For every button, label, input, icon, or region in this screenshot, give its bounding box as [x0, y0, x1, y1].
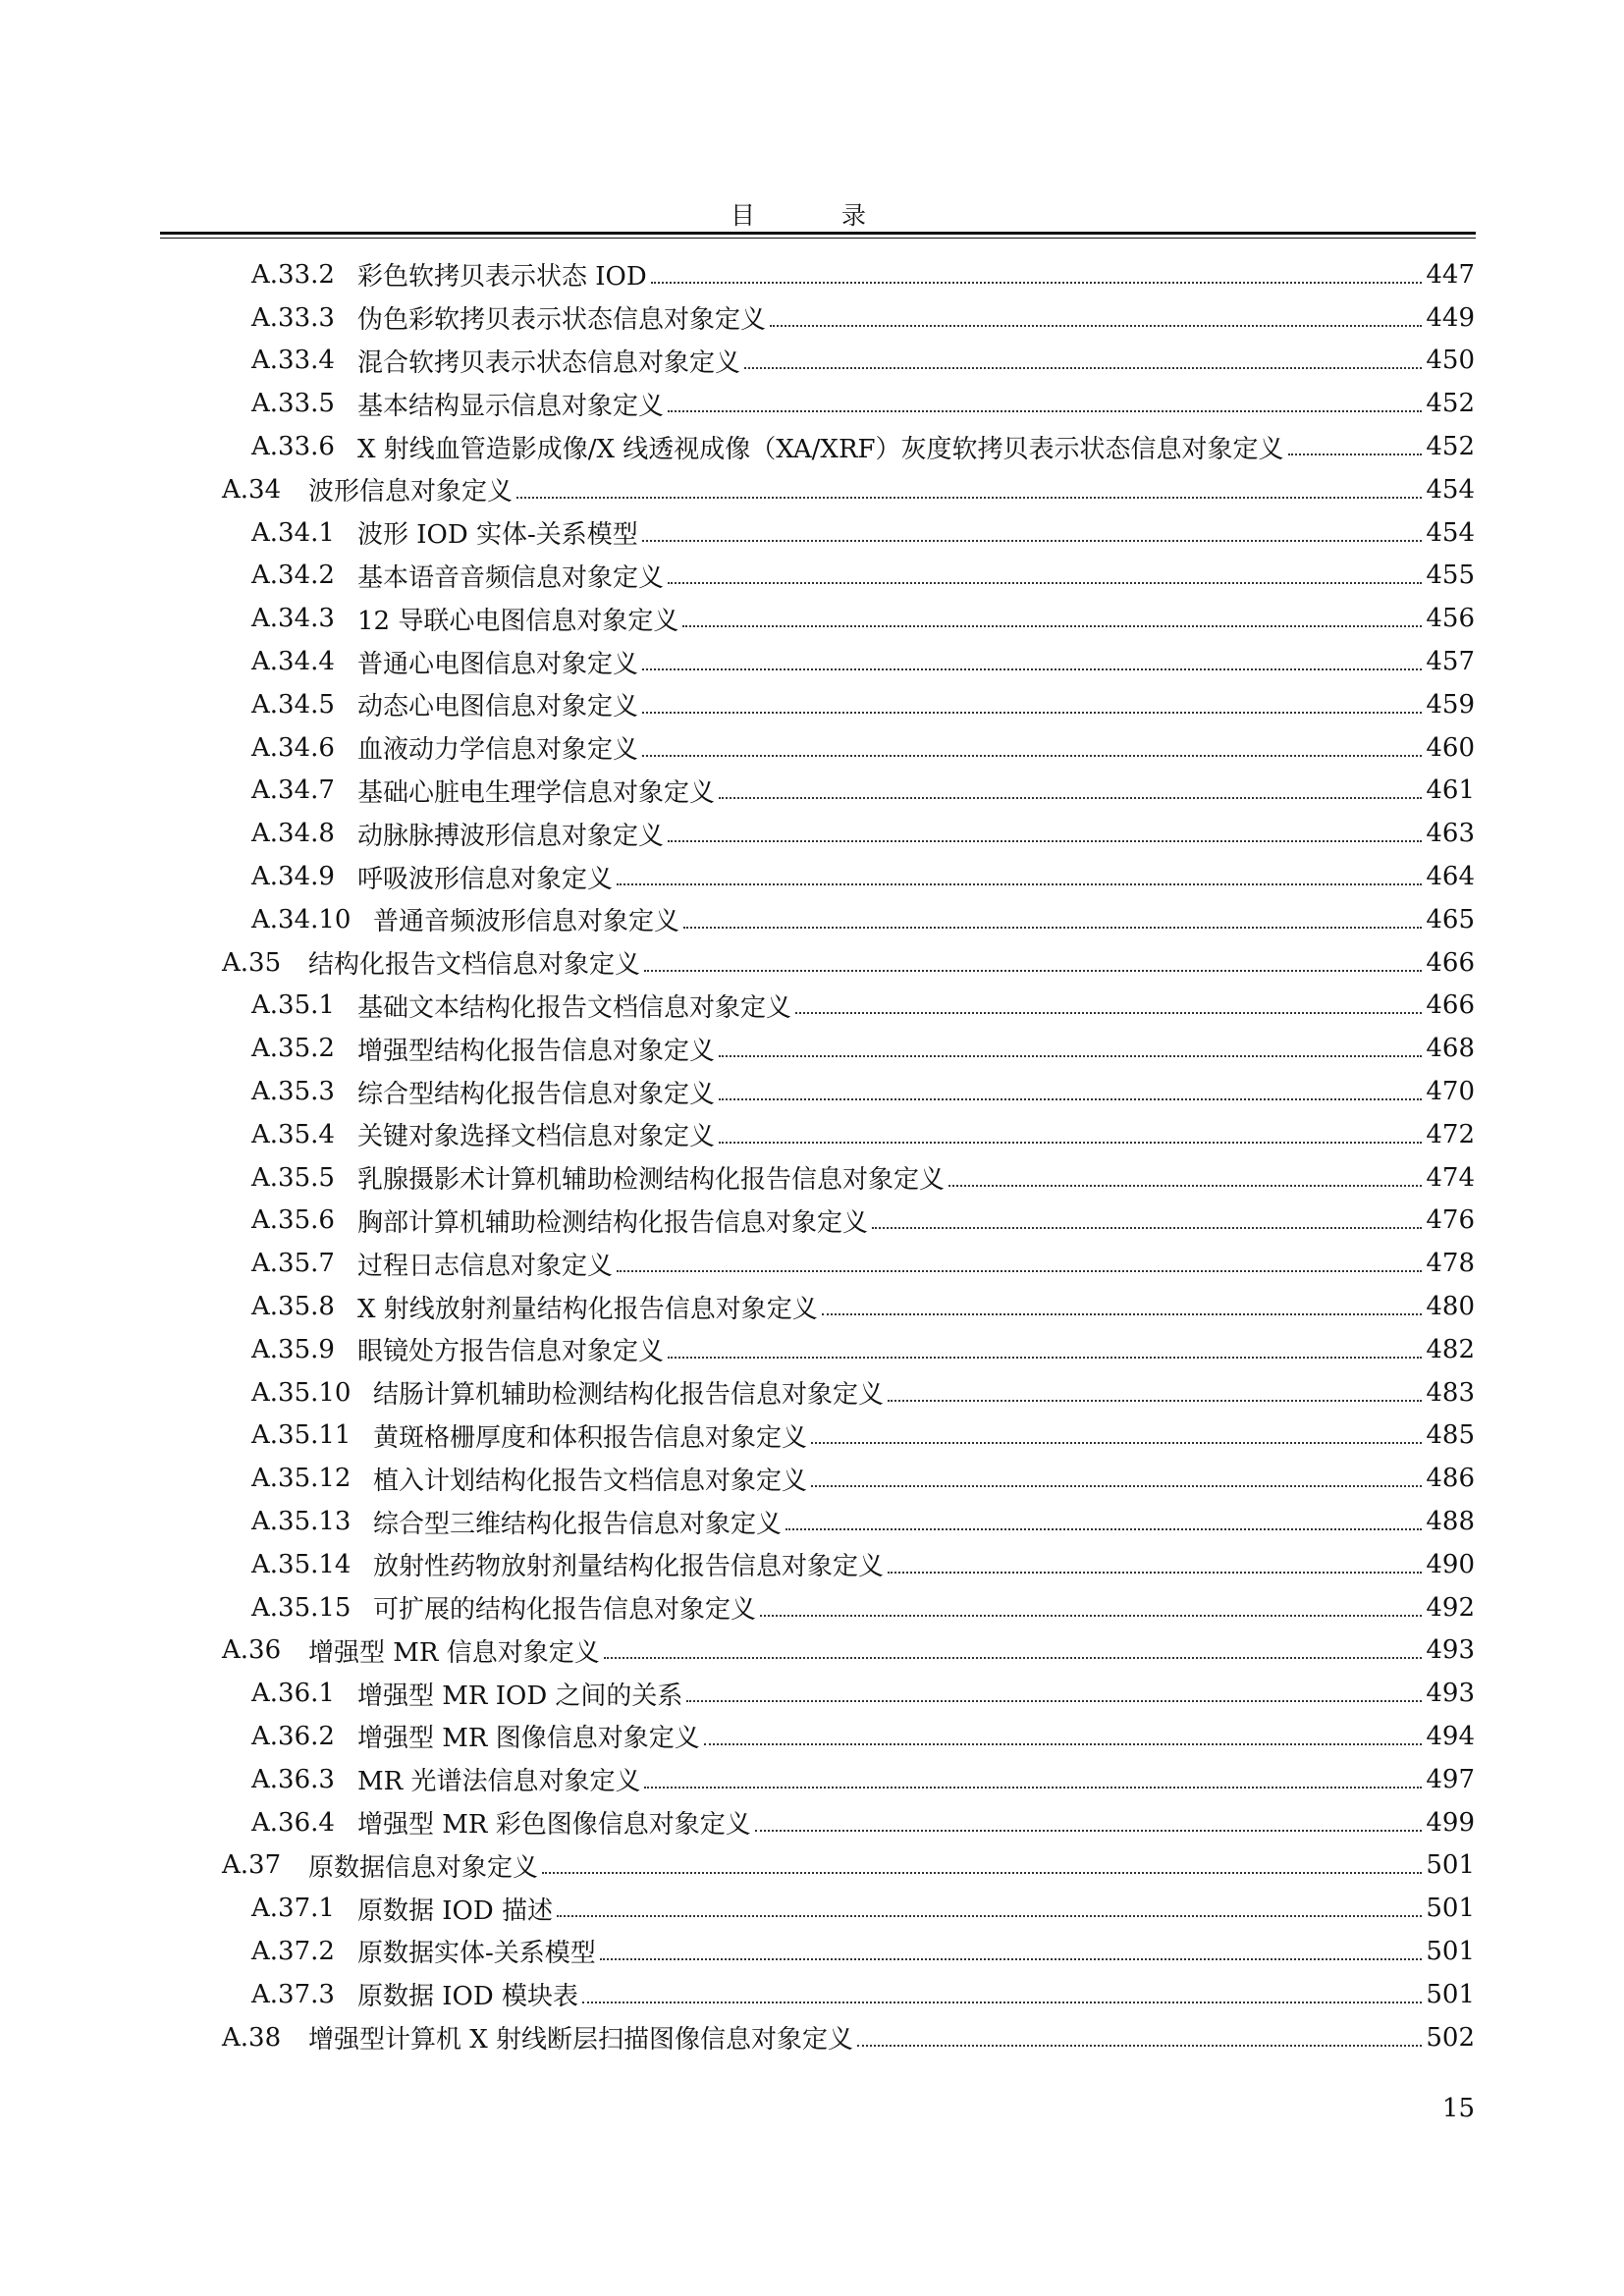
toc-entry-page: 501 [1426, 1979, 1475, 2009]
toc-dot-leader [686, 1700, 1422, 1702]
toc-entry-title: 普通音频波形信息对象定义 [373, 907, 680, 937]
toc-entry-number: A.35.12 [251, 1464, 352, 1494]
toc-entry-page: 483 [1426, 1377, 1475, 1408]
toc-dot-leader [644, 970, 1422, 972]
toc-entry-number: A.35.2 [251, 1034, 335, 1064]
toc-dot-leader [542, 1872, 1422, 1874]
toc-entry-page: 488 [1426, 1507, 1475, 1536]
toc-dot-leader [755, 1830, 1422, 1832]
toc-entry-number: A.36.3 [251, 1764, 335, 1794]
toc-entry-number: A.35.15 [251, 1592, 352, 1623]
toc-entry-title: 增强型 MR 彩色图像信息对象定义 [357, 1810, 751, 1841]
toc-entry[interactable] [0, 1156, 1624, 1200]
toc-entry[interactable] [0, 253, 1624, 296]
toc-dot-leader [719, 1098, 1422, 1100]
toc-entry[interactable] [0, 985, 1624, 1028]
toc-entry-page: 463 [1426, 819, 1475, 849]
toc-entry-title: 增强型 MR 信息对象定义 [308, 1637, 600, 1668]
toc-dot-leader [668, 582, 1422, 584]
toc-entry[interactable] [0, 1415, 1624, 1458]
toc-dot-leader [642, 540, 1422, 542]
toc-entry-number: A.34.4 [251, 647, 335, 677]
toc-entry-page: 490 [1426, 1549, 1475, 1579]
toc-entry[interactable] [0, 1113, 1624, 1156]
toc-entry-number: A.35.10 [251, 1377, 352, 1408]
toc-entry-title: 原数据信息对象定义 [308, 1852, 539, 1883]
toc-entry-page: 455 [1426, 561, 1475, 591]
toc-entry[interactable] [0, 770, 1624, 813]
toc-entry[interactable] [0, 425, 1624, 468]
toc-entry[interactable] [0, 1715, 1624, 1758]
toc-dot-leader [744, 367, 1422, 369]
toc-entry-page: 454 [1426, 517, 1475, 548]
toc-entry[interactable] [0, 812, 1624, 855]
toc-entry-page: 497 [1426, 1764, 1475, 1794]
toc-entry-number: A.35.3 [251, 1077, 335, 1107]
toc-entry-page: 460 [1426, 732, 1475, 763]
toc-entry[interactable] [0, 1285, 1624, 1328]
toc-entry[interactable] [0, 511, 1624, 555]
toc-entry-number: A.35.9 [251, 1334, 335, 1364]
toc-entry[interactable] [0, 555, 1624, 598]
toc-entry[interactable] [0, 1973, 1624, 2016]
toc-entry-page: 476 [1426, 1205, 1475, 1236]
toc-entry-number: A.36 [222, 1635, 282, 1666]
toc-dot-leader [888, 1572, 1422, 1574]
toc-entry-title: 关键对象选择文档信息对象定义 [357, 1122, 716, 1152]
toc-dot-leader [719, 1055, 1422, 1057]
toc-entry-number: A.34.6 [251, 732, 335, 763]
toc-entry-page: 449 [1426, 302, 1475, 333]
toc-entry-page: 474 [1426, 1162, 1475, 1193]
toc-entry-title: 原数据 IOD 模块表 [357, 1982, 578, 2012]
toc-entry[interactable] [0, 1758, 1624, 1801]
toc-entry-title: 综合型三维结构化报告信息对象定义 [373, 1509, 783, 1539]
toc-entry[interactable] [0, 726, 1624, 770]
toc-entry-number: A.34.3 [251, 604, 335, 634]
toc-entry-page: 470 [1426, 1077, 1475, 1107]
toc-entry-title: 动脉脉搏波形信息对象定义 [357, 821, 665, 851]
toc-entry-page: 478 [1426, 1249, 1475, 1279]
toc-entry-title: 乳腺摄影术计算机辅助检测结构化报告信息对象定义 [357, 1165, 946, 1196]
toc-dot-leader [642, 712, 1422, 714]
toc-entry-title: 基础文本结构化报告文档信息对象定义 [357, 992, 792, 1023]
toc-entry-title: 增强型 MR IOD 之间的关系 [357, 1681, 683, 1711]
toc-dot-leader [557, 1915, 1422, 1917]
toc-dot-leader [785, 1528, 1422, 1530]
toc-entry[interactable] [0, 1843, 1624, 1887]
toc-entry-title: 基础心脏电生理学信息对象定义 [357, 777, 716, 808]
toc-entry-number: A.33.2 [251, 259, 335, 290]
toc-entry-title: 胸部计算机辅助检测结构化报告信息对象定义 [357, 1207, 869, 1238]
toc-entry-title: 基本语音音频信息对象定义 [357, 562, 665, 593]
toc-entry[interactable] [0, 2016, 1624, 2059]
toc-dot-leader [682, 625, 1422, 627]
toc-entry-title: 血液动力学信息对象定义 [357, 735, 639, 766]
toc-entry-title: 过程日志信息对象定义 [357, 1251, 614, 1281]
toc-entry-number: A.36.2 [251, 1721, 335, 1751]
toc-entry[interactable] [0, 1930, 1624, 1973]
toc-entry[interactable] [0, 1887, 1624, 1930]
toc-entry-number: A.34.2 [251, 561, 335, 591]
toc-entry[interactable] [0, 1629, 1624, 1673]
toc-entry-number: A.35.6 [251, 1205, 335, 1236]
toc-entry-page: 472 [1426, 1119, 1475, 1149]
toc-entry-title: 原数据 IOD 描述 [357, 1896, 553, 1926]
toc-entry-page: 461 [1426, 775, 1475, 806]
toc-entry-title: 12 导联心电图信息对象定义 [357, 606, 679, 636]
toc-entry-title: 波形 IOD 实体-关系模型 [357, 520, 638, 551]
toc-entry-title: 波形信息对象定义 [308, 477, 514, 507]
toc-entry-title: 结构化报告文档信息对象定义 [308, 950, 641, 981]
toc-dot-leader [683, 927, 1422, 929]
toc-dot-leader [644, 1787, 1422, 1789]
toc-dot-leader [617, 883, 1422, 885]
toc-entry-title: X 射线血管造影成像/X 线透视成像（XA/XRF）灰度软拷贝表示状态信息对象定义 [357, 434, 1284, 464]
toc-entry[interactable] [0, 683, 1624, 726]
toc-dot-leader [811, 1442, 1422, 1444]
toc-dot-leader [668, 840, 1422, 842]
toc-entry-page: 447 [1426, 259, 1475, 290]
toc-entry-title: 增强型结构化报告信息对象定义 [357, 1036, 716, 1066]
header-rule-thick [160, 232, 1476, 235]
toc-entry[interactable] [0, 382, 1624, 425]
toc-entry-page: 493 [1426, 1679, 1475, 1709]
toc-entry-title: 放射性药物放射剂量结构化报告信息对象定义 [373, 1552, 885, 1582]
toc-entry-title: 原数据实体-关系模型 [357, 1939, 596, 1969]
toc-dot-leader [642, 755, 1422, 757]
toc-entry-number: A.34.1 [251, 517, 335, 548]
toc-dot-leader [948, 1185, 1422, 1187]
toc-entry[interactable] [0, 1586, 1624, 1629]
toc-entry-page: 501 [1426, 1850, 1475, 1881]
toc-entry-page: 485 [1426, 1420, 1475, 1451]
toc-entry-page: 499 [1426, 1807, 1475, 1838]
toc-dot-leader [719, 1142, 1422, 1144]
toc-entry-page: 452 [1426, 432, 1475, 462]
toc-entry-title: 增强型 MR 图像信息对象定义 [357, 1724, 700, 1754]
toc-dot-leader [668, 1357, 1422, 1359]
toc-dot-leader [857, 2045, 1422, 2047]
page-header-title: 目 录 [731, 201, 905, 230]
toc-entry-title: 伪色彩软拷贝表示状态信息对象定义 [357, 305, 767, 336]
toc-dot-leader [600, 1958, 1422, 1960]
toc-entry-number: A.35.8 [251, 1292, 335, 1322]
toc-dot-leader [888, 1400, 1422, 1402]
toc-entry-page: 493 [1426, 1635, 1475, 1666]
toc-entry-page: 466 [1426, 990, 1475, 1021]
toc-entry-number: A.34.7 [251, 775, 335, 806]
toc-entry-number: A.36.4 [251, 1807, 335, 1838]
toc-entry[interactable] [0, 1371, 1624, 1415]
toc-entry-number: A.35.13 [251, 1507, 352, 1536]
toc-entry-number: A.35.1 [251, 990, 335, 1021]
toc-entry-page: 456 [1426, 604, 1475, 634]
toc-entry-title: 可扩展的结构化报告信息对象定义 [373, 1595, 757, 1626]
toc-entry-number: A.34.10 [251, 904, 352, 934]
toc-entry-title: 呼吸波形信息对象定义 [357, 864, 614, 894]
toc-entry-title: MR 光谱法信息对象定义 [357, 1767, 641, 1797]
toc-entry[interactable] [0, 941, 1624, 985]
toc-entry-title: 黄斑格栅厚度和体积报告信息对象定义 [373, 1422, 808, 1453]
toc-entry-number: A.33.3 [251, 302, 335, 333]
toc-entry-title: 植入计划结构化报告文档信息对象定义 [373, 1466, 808, 1496]
toc-entry-number: A.37.2 [251, 1936, 335, 1966]
toc-entry-page: 465 [1426, 904, 1475, 934]
toc-dot-leader [795, 1012, 1422, 1014]
toc-entry[interactable] [0, 1672, 1624, 1715]
toc-entry-number: A.37 [222, 1850, 282, 1881]
toc-dot-leader [822, 1313, 1422, 1315]
toc-dot-leader [651, 282, 1422, 284]
toc-entry-page: 457 [1426, 647, 1475, 677]
toc-entry[interactable] [0, 1457, 1624, 1500]
toc-entry-number: A.34.8 [251, 819, 335, 849]
toc-entry[interactable] [0, 1328, 1624, 1371]
page-number: 15 [1441, 2094, 1475, 2123]
table-of-contents [0, 253, 1624, 2058]
toc-entry-page: 454 [1426, 474, 1475, 505]
toc-entry-page: 466 [1426, 947, 1475, 978]
toc-entry-number: A.33.6 [251, 432, 335, 462]
toc-entry[interactable] [0, 1242, 1624, 1285]
toc-entry-page: 486 [1426, 1464, 1475, 1494]
toc-entry[interactable] [0, 855, 1624, 898]
toc-entry-page: 459 [1426, 689, 1475, 720]
toc-entry-title: 综合型结构化报告信息对象定义 [357, 1079, 716, 1109]
toc-entry-number: A.37.1 [251, 1894, 335, 1924]
toc-entry-title: 结肠计算机辅助检测结构化报告信息对象定义 [373, 1380, 885, 1411]
toc-entry-title: 基本结构显示信息对象定义 [357, 391, 665, 421]
toc-entry-page: 501 [1426, 1936, 1475, 1966]
toc-entry[interactable] [0, 1027, 1624, 1070]
toc-entry[interactable] [0, 597, 1624, 640]
toc-entry-number: A.33.4 [251, 346, 335, 376]
toc-entry[interactable] [0, 1543, 1624, 1586]
toc-dot-leader [704, 1743, 1422, 1745]
toc-entry[interactable] [0, 1200, 1624, 1243]
toc-entry-number: A.35.5 [251, 1162, 335, 1193]
toc-entry-title: X 射线放射剂量结构化报告信息对象定义 [357, 1294, 818, 1324]
toc-entry-title: 眼镜处方报告信息对象定义 [357, 1337, 665, 1367]
toc-dot-leader [582, 2002, 1422, 2003]
toc-dot-leader [719, 797, 1422, 799]
header-rule-thin [160, 238, 1476, 239]
toc-entry-title: 动态心电图信息对象定义 [357, 692, 639, 722]
toc-entry-number: A.34 [222, 474, 282, 505]
toc-entry-page: 482 [1426, 1334, 1475, 1364]
toc-entry-number: A.34.5 [251, 689, 335, 720]
toc-entry[interactable] [0, 468, 1624, 511]
toc-entry-page: 464 [1426, 862, 1475, 892]
toc-entry-title: 彩色软拷贝表示状态 IOD [357, 262, 647, 293]
toc-entry-title: 普通心电图信息对象定义 [357, 649, 639, 679]
toc-entry-page: 494 [1426, 1721, 1475, 1751]
toc-entry-page: 450 [1426, 346, 1475, 376]
toc-entry[interactable] [0, 898, 1624, 941]
toc-entry-title: 增强型计算机 X 射线断层扫描图像信息对象定义 [308, 2025, 854, 2056]
toc-entry-page: 492 [1426, 1592, 1475, 1623]
toc-dot-leader [617, 1270, 1422, 1272]
toc-dot-leader [642, 668, 1422, 670]
toc-entry[interactable] [0, 1500, 1624, 1543]
toc-entry-number: A.37.3 [251, 1979, 335, 2009]
toc-dot-leader [604, 1657, 1422, 1659]
toc-entry-number: A.35.4 [251, 1119, 335, 1149]
toc-entry-page: 501 [1426, 1894, 1475, 1924]
toc-entry-number: A.35 [222, 947, 282, 978]
toc-entry-number: A.35.11 [251, 1420, 352, 1451]
toc-entry[interactable] [0, 1801, 1624, 1844]
toc-entry-number: A.36.1 [251, 1679, 335, 1709]
toc-dot-leader [811, 1485, 1422, 1487]
toc-entry-number: A.35.7 [251, 1249, 335, 1279]
toc-entry[interactable] [0, 340, 1624, 383]
toc-entry-page: 480 [1426, 1292, 1475, 1322]
toc-dot-leader [1288, 454, 1422, 455]
toc-entry-title: 混合软拷贝表示状态信息对象定义 [357, 347, 741, 378]
toc-entry-number: A.33.5 [251, 389, 335, 419]
toc-entry-page: 468 [1426, 1034, 1475, 1064]
toc-entry[interactable] [0, 640, 1624, 683]
toc-entry-page: 502 [1426, 2022, 1475, 2053]
toc-dot-leader [668, 410, 1422, 412]
toc-dot-leader [760, 1615, 1422, 1617]
toc-entry-page: 452 [1426, 389, 1475, 419]
toc-dot-leader [872, 1227, 1422, 1229]
toc-entry-number: A.35.14 [251, 1549, 352, 1579]
toc-entry-number: A.34.9 [251, 862, 335, 892]
toc-dot-leader [770, 325, 1422, 327]
toc-dot-leader [516, 497, 1422, 499]
toc-entry[interactable] [0, 296, 1624, 340]
toc-entry[interactable] [0, 1070, 1624, 1113]
toc-entry-number: A.38 [222, 2022, 282, 2053]
